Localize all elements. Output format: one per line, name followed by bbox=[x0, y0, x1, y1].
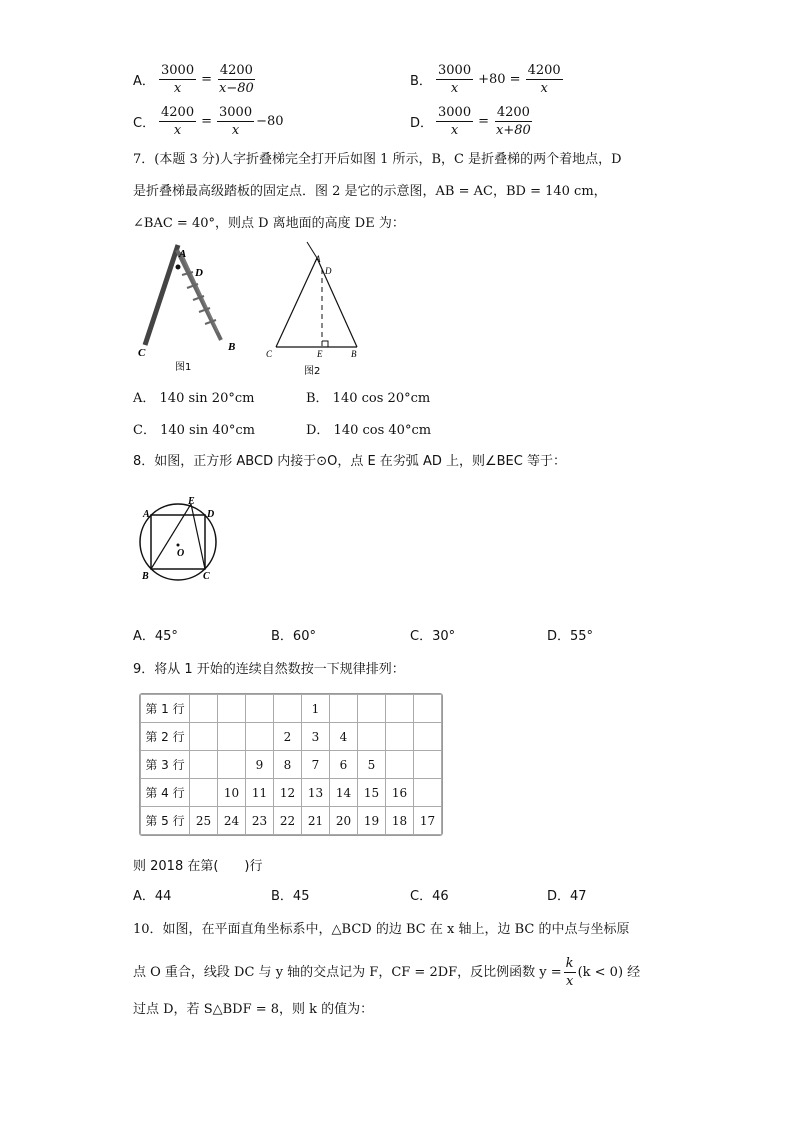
table-cell: 4 bbox=[330, 723, 358, 751]
table-cell bbox=[218, 695, 246, 723]
table-cell bbox=[190, 779, 218, 807]
table-cell bbox=[274, 695, 302, 723]
table-cell bbox=[218, 751, 246, 779]
table-cell bbox=[386, 723, 414, 751]
table-cell: 2 bbox=[274, 723, 302, 751]
row-label: 第 3 行 bbox=[141, 751, 190, 779]
table-cell: 14 bbox=[330, 779, 358, 807]
q10-text-line3: 过点 D，若 S△BDF = 8，则 k 的值为： bbox=[133, 1002, 374, 1017]
table-cell bbox=[386, 751, 414, 779]
row-label: 第 5 行 bbox=[141, 807, 190, 835]
q8-text: 8．如图，正方形 ABCD 内接于⊙O，点 E 在劣弧 AD 上，则∠BEC 等于： bbox=[133, 454, 566, 469]
q9-option-c: C．46 bbox=[410, 889, 449, 904]
table-row bbox=[141, 723, 442, 751]
q9-number-table bbox=[139, 693, 443, 836]
table-cell: 23 bbox=[246, 807, 274, 835]
table-cell: 24 bbox=[218, 807, 246, 835]
square-abcd bbox=[151, 515, 205, 569]
q9-text: 9．将从 1 开始的连续自然数按一下规律排列： bbox=[133, 662, 405, 677]
table-cell: 12 bbox=[274, 779, 302, 807]
q6-option-b: B． $\frac{3000}{x}$ +80 = $\frac{4200}{x}$ bbox=[410, 63, 561, 96]
fig1-label-b: B bbox=[228, 341, 236, 353]
table-cell bbox=[190, 751, 218, 779]
segment-eb bbox=[151, 504, 191, 569]
table-cell bbox=[218, 723, 246, 751]
q7-option-b: B． 140 cos 20°cm bbox=[306, 391, 431, 406]
table-cell: 21 bbox=[302, 807, 330, 835]
q6-option-c: C． $\frac{4200}{x}$ = $\frac{3000}{x}$ −80 bbox=[133, 105, 284, 138]
q10-text-line2: 点 O 重合，线段 DC 与 y 轴的交点记为 F，CF = 2DF，反比例函数 y = $\frac{k}{x}$ (k < 0) 经 bbox=[133, 956, 641, 989]
fig2-label-e: E bbox=[317, 349, 323, 359]
q7-text-line1: 7．(本题 3 分)人字折叠梯完全打开后如图 1 所示，B，C 是折叠梯的两个着地点，D bbox=[133, 152, 622, 167]
fig8-label-e: E bbox=[188, 496, 195, 507]
q7-option-c: C． 140 sin 40°cm bbox=[133, 423, 256, 438]
table-cell: 15 bbox=[358, 779, 386, 807]
q9-option-d: D．47 bbox=[547, 889, 587, 904]
row-label: 第 1 行 bbox=[141, 695, 190, 723]
table-cell: 7 bbox=[302, 751, 330, 779]
table-cell bbox=[358, 723, 386, 751]
q9-option-b: B．45 bbox=[271, 889, 310, 904]
fig2-label-c: C bbox=[266, 349, 273, 359]
table-cell: 19 bbox=[358, 807, 386, 835]
table-cell bbox=[414, 779, 442, 807]
fig8-label-o: O bbox=[177, 548, 185, 559]
q9-option-a: A．44 bbox=[133, 889, 172, 904]
fig2-label-d: D bbox=[325, 266, 332, 276]
q7-option-a: A． 140 sin 20°cm bbox=[133, 391, 255, 406]
fig1-label-c: C bbox=[138, 347, 146, 359]
q6-option-d: D． $\frac{3000}{x}$ = $\frac{4200}{x+80}$ bbox=[410, 105, 531, 138]
ladder-left-leg bbox=[145, 245, 178, 345]
fig8-label-c: C bbox=[203, 571, 210, 582]
table-cell: 22 bbox=[274, 807, 302, 835]
fig2-caption: 图2 bbox=[304, 366, 321, 377]
table-cell: 25 bbox=[190, 807, 218, 835]
table-row bbox=[141, 779, 442, 807]
table-row bbox=[141, 807, 442, 835]
q8-option-c: C．30° bbox=[410, 629, 456, 644]
fig1-caption: 图1 bbox=[175, 362, 192, 373]
q8-option-a: A．45° bbox=[133, 629, 178, 644]
q10-fraction-k-over-x: $\frac{k}{x}$ bbox=[565, 956, 574, 989]
q7-text-line2: 是折叠梯最高级踏板的固定点．图 2 是它的示意图，AB = AC，BD = 140 cm， bbox=[133, 184, 607, 199]
table-row bbox=[141, 695, 442, 723]
q8-figure-circle-square bbox=[133, 492, 228, 587]
table-cell bbox=[246, 723, 274, 751]
fig8-label-a: A bbox=[143, 509, 150, 520]
table-cell: 8 bbox=[274, 751, 302, 779]
row-label: 第 2 行 bbox=[141, 723, 190, 751]
row-label: 第 4 行 bbox=[141, 779, 190, 807]
table-cell bbox=[246, 695, 274, 723]
q7-figure1-ladder bbox=[133, 240, 253, 380]
fig1-label-a: A bbox=[179, 248, 187, 260]
q7-option-d: D． 140 cos 40°cm bbox=[306, 423, 432, 438]
q6-option-a: A． $\frac{3000}{x}$ = $\frac{4200}{x-80}$ bbox=[133, 63, 254, 96]
table-cell: 5 bbox=[358, 751, 386, 779]
table-cell bbox=[386, 695, 414, 723]
q7-text-line3: ∠BAC = 40°，则点 D 离地面的高度 DE 为： bbox=[133, 216, 405, 231]
q8-option-d: D．55° bbox=[547, 629, 594, 644]
fig1-label-d: D bbox=[195, 267, 203, 279]
table-cell: 17 bbox=[414, 807, 442, 835]
table-cell bbox=[190, 695, 218, 723]
fig2-label-b: B bbox=[351, 349, 357, 359]
fig8-label-b: B bbox=[142, 571, 149, 582]
table-cell: 9 bbox=[246, 751, 274, 779]
table-cell bbox=[358, 695, 386, 723]
table-cell bbox=[330, 695, 358, 723]
q8-option-b: B．60° bbox=[271, 629, 316, 644]
table-cell: 20 bbox=[330, 807, 358, 835]
table-cell: 10 bbox=[218, 779, 246, 807]
q9-question: 则 2018 在第( )行 bbox=[133, 859, 263, 874]
fig2-label-a: A bbox=[315, 254, 321, 264]
fig2-side-ab bbox=[317, 258, 357, 347]
fig2-side-ac bbox=[276, 258, 317, 347]
q10-text-line1: 10．如图，在平面直角坐标系中，△BCD 的边 BC 在 x 轴上，边 BC 的中点与坐标原 bbox=[133, 922, 630, 937]
fig8-label-d: D bbox=[207, 509, 215, 520]
q7-figure2-triangle bbox=[262, 240, 372, 380]
table-cell: 13 bbox=[302, 779, 330, 807]
table-cell: 18 bbox=[386, 807, 414, 835]
table-cell: 3 bbox=[302, 723, 330, 751]
table-cell bbox=[414, 723, 442, 751]
table-row bbox=[141, 751, 442, 779]
table-cell: 16 bbox=[386, 779, 414, 807]
table-cell bbox=[190, 723, 218, 751]
table-cell: 1 bbox=[302, 695, 330, 723]
table-cell bbox=[414, 695, 442, 723]
table-cell: 6 bbox=[330, 751, 358, 779]
table-cell bbox=[414, 751, 442, 779]
table-cell: 11 bbox=[246, 779, 274, 807]
